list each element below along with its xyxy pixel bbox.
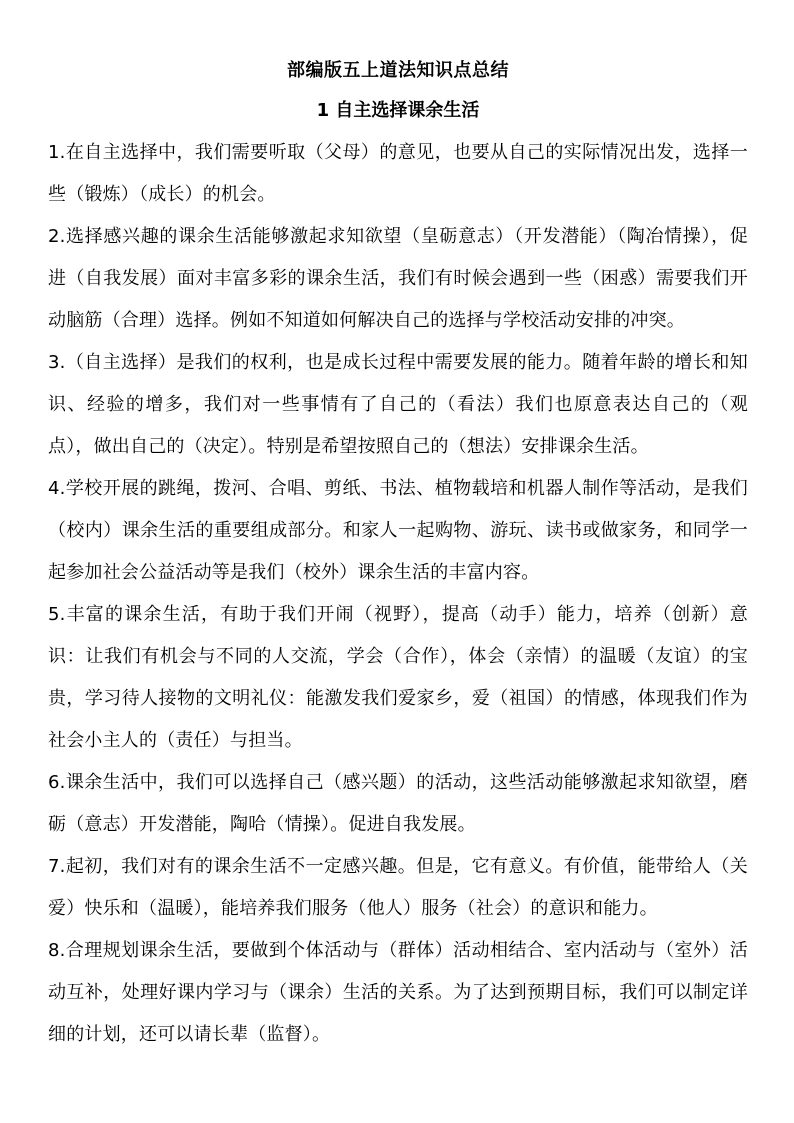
paragraph-3: 3.（自主选择）是我们的权利，也是成长过程中需要发展的能力。随着年龄的增长和知识、经验的增多，我们对一些事情有了自己的（看法）我们也原意表达自己的（观点），做出自己的（决定）。特别是希望按照自己的（想法）安排课余生活。	[48, 352, 748, 457]
paragraph-8: 8.合理规划课余生活，要做到个体活动与（群体）活动相结合、室内活动与（室外）活动互补，处理好课内学习与（课余）生活的关系。为了达到预期目标，我们可以制定详细的计划，还可以请长辈（监督）。	[48, 940, 748, 1045]
paragraph-7: 7.起初，我们对有的课余生活不一定感兴趣。但是，它有意义。有价值，能带给人（关爱）快乐和（温暖），能培养我们服务（他人）服务（社会）的意识和能力。	[48, 856, 748, 919]
paragraph-5: 5.丰富的课余生活，有助于我们开闹（视野），提高（动手）能力，培养（创新）意识：让我们有机会与不同的人交流，学会（合作），体会（亲情）的温暖（友谊）的宝贵，学习待人接物的文明礼仪：能激发我们爱家乡，爱（祖国）的情感，体现我们作为社会小主人的（责任）与担当。	[48, 604, 748, 751]
lesson-title: 1 自主选择课余生活	[316, 100, 480, 121]
paragraph-1: 1.在自主选择中，我们需要听取（父母）的意见，也要从自己的实际情况出发，选择一些（锻炼）（成长）的机会。	[48, 142, 748, 205]
document-title: 部编版五上道法知识点总结	[287, 60, 509, 81]
paragraph-2: 2.选择感兴趣的课余生活能够激起求知欲望（皇砺意志）（开发潜能）（陶冶情操），促进（自我发展）面对丰富多彩的课余生活，我们有时候会遇到一些（困惑）需要我们开动脑筋（合理）选择。例如不知道如何解决自己的选择与学校活动安排的冲突。	[48, 226, 748, 331]
paragraph-4: 4.学校开展的跳绳，拨河、合唱、剪纸、书法、植物载培和机器人制作等活动，是我们（校内）课余生活的重要组成部分。和家人一起购物、游玩、读书或做家务，和同学一起参加社会公益活动等是我们（校外）课余生活的丰富内容。	[48, 478, 748, 583]
paragraph-6: 6.课余生活中，我们可以选择自己（感兴题）的活动，这些活动能够激起求知欲望，磨砺（意志）开发潜能，陶哈（情操）。促进自我发展。	[48, 772, 748, 835]
